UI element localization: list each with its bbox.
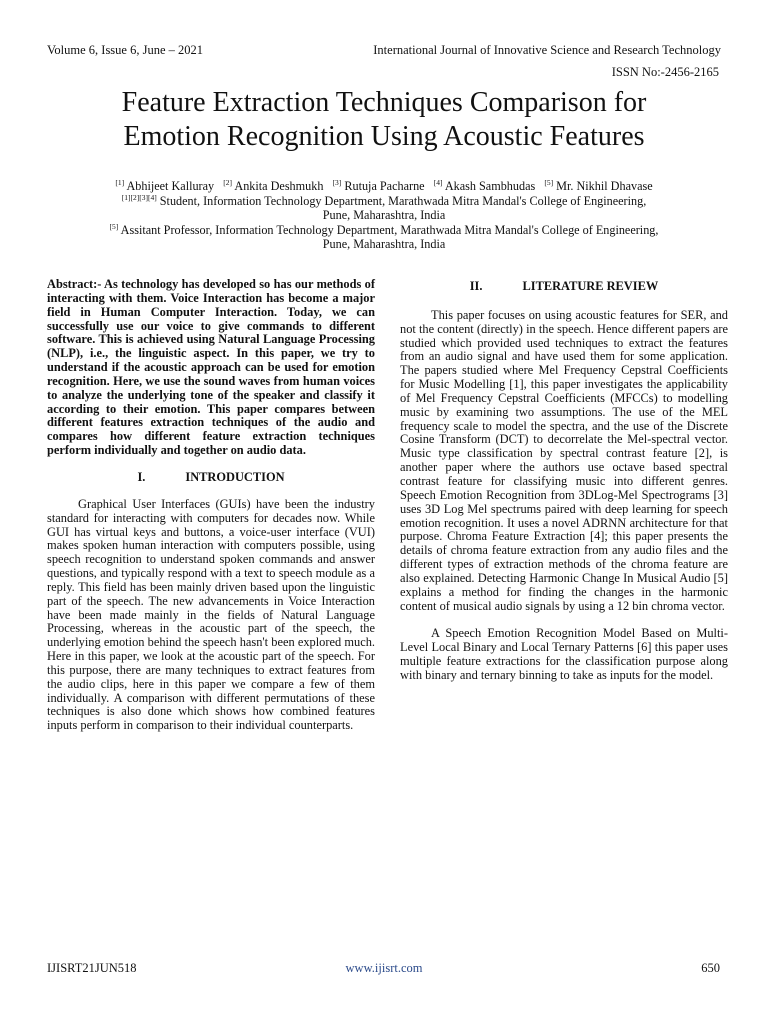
section-heading <box>47 471 375 485</box>
volume-issue: Volume 6, Issue 6, June – 2021 <box>47 43 204 57</box>
author-name: Rutuja Pacharne <box>344 179 425 193</box>
section-title: LITERATURE REVIEW <box>522 279 659 293</box>
author-marker: [3] <box>332 178 342 187</box>
author <box>223 179 323 193</box>
title-line-2: Emotion Recognition Using Acoustic Features <box>123 121 645 152</box>
author-name: Abhijeet Kalluray <box>126 179 215 193</box>
author-marker: [4] <box>433 178 443 187</box>
author-marker: [1] <box>115 178 125 187</box>
affiliation-marker: [5] <box>109 221 119 231</box>
paper-title <box>40 86 728 154</box>
author-block <box>60 179 708 252</box>
affiliation-text: Assitant Professor, Information Technology Department, Marathwada Mitra Mandal's College of Engineering, <box>120 222 659 237</box>
literature-paragraph: This paper focuses on using acoustic features for SER, and not the content (directly) in the speech. Hence different papers are studied which provided used techniques to extract the features from an audio signal and have used them for some application. The papers studied where Mel Frequency Cepstral Coefficients for Music Modelling [1], this paper investigates the applicability of Mel Frequency Cepstral Coefficients (MFCCs) to modelling music by examining two assumptions. The use of the MEL frequency scale to model the spectra, and the use of the Discrete Cosine Transform (DCT) to decorrelate the Mel-spectral vector. Music type classification by spectral contrast feature [2], is another paper where the authors use octave based spectral contrast feature for classifying music into different genres. Speech Emotion Recognition from 3DLog-Mel Spectrograms [3] uses 3D Log Mel spectrums paired with deep learning for speech emotion recognition. It uses a novel ADRNN architecture for that purpose. Chroma Feature Extraction [4]; this paper presents the details of chroma feature extraction from any audio files and the different types of extraction methods of the chroma feature are also explained. Detecting Harmonic Change In Musical Audio [5] explains a method for finding the changes in the harmonic content of musical audio signals by using a 12 bin chroma vector. <box>400 307 728 613</box>
section-number: II. <box>469 279 483 293</box>
author-name: Ankita Deshmukh <box>234 179 324 193</box>
author-name: Mr. Nikhil Dhavase <box>556 179 653 193</box>
right-column <box>400 280 728 683</box>
literature-paragraph: A Speech Emotion Recognition Model Based on Multi-Level Local Binary and Local Ternary Patterns [6] this paper uses multiple feature extractions for the classification purpose along with binary and ternary binning to take as inputs for the model. <box>400 626 728 682</box>
title-line-1: Feature Extraction Techniques Comparison for <box>121 87 647 118</box>
author <box>434 179 536 193</box>
affiliation <box>60 223 708 252</box>
author-list <box>60 179 708 194</box>
introduction-paragraph: Graphical User Interfaces (GUIs) have been the industry standard for interacting with computers for decades now. While GUI has virtual keys and buttons, a voice-user interface (VUI) makes spoken human interaction with computers possible, using speech recognition to understand spoken commands and answer questions, and typically respond with a text to speech module as a reply. This field has been mainly driven based upon the linguistic part of the speech. The new advancements in Voice Interaction have been made mainly in the fields of Natural Language Processing, whereas in the acoustic part of the speech, the underlying emotion behind the speech hasn't been explored much. Here in this paper, we look at the acoustic part of the speech. For this purpose, there are many techniques to extract features from the audio clips, here in this paper we compare a few of them individually. A comparison with different permutations of these techniques is also done which shows how combined features inputs perform in comparison to their individual counterparts. <box>47 496 375 733</box>
author-name: Akash Sambhudas <box>444 179 536 193</box>
author-marker: [5] <box>544 178 554 187</box>
section-heading <box>400 280 728 294</box>
left-column <box>47 278 375 733</box>
affiliation-location: Pune, Maharashtra, India <box>322 208 446 222</box>
paper-code: IJISRT21JUN518 <box>47 961 137 975</box>
affiliation <box>60 194 708 223</box>
abstract: Abstract:- As technology has developed so has our methods of interacting with them. Voice Interaction has become a major field in Human Computer Interaction. Today, we can successfully use our voice to give commands to different software. This is achieved using Natural Language Processing (NLP), i.e., the linguistic aspect. In this paper, we try to understand if the acoustic approach can be used for emotion recognition. Here, we use the sound waves from human voices to analyze the underlying tone of the speaker and classify it according to their emotion. This paper compares between different features extraction techniques of the audio and compares how different feature extraction techniques perform individually and together on audio data. <box>47 277 375 458</box>
author-marker: [2] <box>223 178 233 187</box>
journal-name: International Journal of Innovative Science and Research Technology <box>373 43 721 57</box>
affiliation-location: Pune, Maharashtra, India <box>322 237 446 251</box>
section-title: INTRODUCTION <box>185 469 285 484</box>
author <box>115 179 214 193</box>
section-number: I. <box>137 469 146 484</box>
author <box>544 179 652 193</box>
issn: ISSN No:-2456-2165 <box>611 65 719 79</box>
author <box>333 179 425 193</box>
page-number: 650 <box>701 961 720 975</box>
journal-url[interactable]: www.ijisrt.com <box>345 961 423 975</box>
affiliation-marker: [1][2][3][4] <box>121 192 157 202</box>
affiliation-text: Student, Information Technology Department, Marathwada Mitra Mandal's College of Engineering, <box>159 193 647 208</box>
